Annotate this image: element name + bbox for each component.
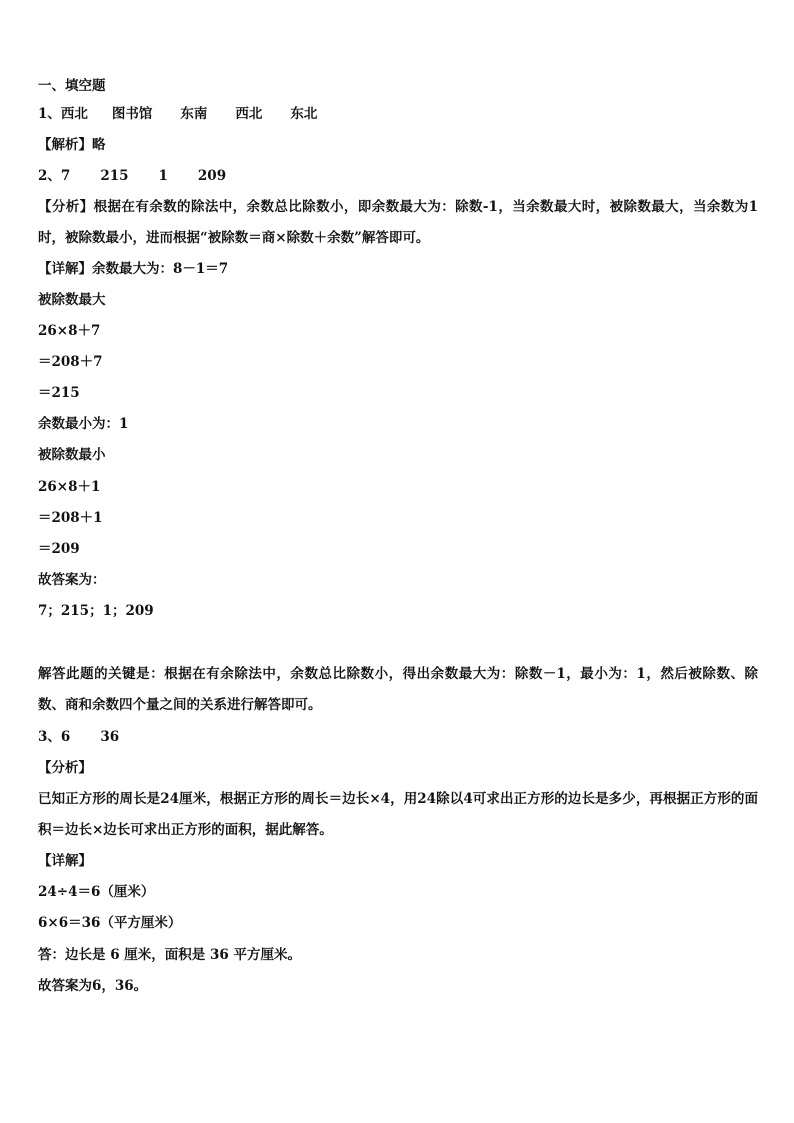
q2-detail-line-10: ＝209	[38, 541, 80, 557]
q3-answer-1: 6	[60, 729, 71, 745]
q2-detail-line-2: 被除数最大	[38, 292, 106, 308]
q3-answer-line	[38, 728, 119, 746]
q2-detail-line-7: 被除数最小	[38, 447, 106, 463]
q3-number: 3、	[38, 729, 61, 745]
q2-key-point: 解答此题的关键是：根据在有余除法中，余数总比除数小，得出余数最大为：除数－1，最小为：1，然后被除数、除数、商和余数四个量之间的关系进行解答即可。	[38, 666, 758, 713]
q3-detail-line-3: 答：边长是 6 厘米，面积是 36 平方厘米。	[38, 947, 301, 963]
q2-detail-line-5: ＝215	[38, 385, 80, 401]
q2-answer-line	[38, 167, 226, 185]
q3-detail-label: 【详解】	[38, 853, 92, 869]
q2-detail-line-1: 【详解】余数最大为：8－1＝7	[38, 261, 229, 277]
q3-detail-line-2: 6×6＝36（平方厘米）	[38, 915, 182, 931]
q2-number: 2、	[38, 168, 61, 184]
q1-answer-1: 西北	[60, 106, 88, 122]
q2-answer-2: 215	[100, 168, 129, 184]
q1-answer-line	[38, 105, 317, 123]
q1-answer-5: 东北	[290, 106, 318, 122]
q2-detail-line-4: ＝208＋7	[38, 354, 103, 370]
q1-number: 1、	[38, 106, 61, 122]
q1-answer-2: 图书馆	[111, 106, 153, 122]
q2-detail-line-6: 余数最小为：1	[38, 416, 129, 432]
q2-detail-line-8: 26×8＋1	[38, 479, 101, 495]
q3-detail-line-4: 故答案为6，36。	[38, 978, 148, 994]
q3-detail-line-1: 24÷4＝6（厘米）	[38, 884, 155, 900]
q1-analysis: 【解析】略	[38, 137, 106, 153]
q1-answer-4: 西北	[235, 106, 263, 122]
q3-analysis-label: 【分析】	[38, 760, 92, 776]
q2-answer-1: 7	[60, 168, 71, 184]
q3-analysis: 已知正方形的周长是24厘米，根据正方形的周长＝边长×4，用24除以4可求出正方形的边长是多少，再根据正方形的面积＝边长×边长可求出正方形的面积，据此解答。	[38, 791, 758, 838]
q2-detail-line-9: ＝208＋1	[38, 510, 103, 526]
q1-answer-3: 东南	[180, 106, 208, 122]
q2-answer-4: 209	[197, 168, 227, 184]
q2-detail-line-12: 7；215；1；209	[38, 603, 154, 619]
q2-detail-line-11: 故答案为：	[38, 572, 106, 588]
q2-detail-line-3: 26×8＋7	[38, 323, 101, 339]
q3-answer-2: 36	[100, 729, 120, 745]
q2-analysis: 【分析】根据在有余数的除法中，余数总比除数小，即余数最大为：除数-1，当余数最大时，被除数最大，当余数为1时，被除数最小，进而根据“被除数＝商×除数＋余数”解答即可。	[38, 199, 758, 246]
q2-answer-3: 1	[158, 168, 168, 184]
section-title: 一、填空题	[38, 78, 106, 94]
